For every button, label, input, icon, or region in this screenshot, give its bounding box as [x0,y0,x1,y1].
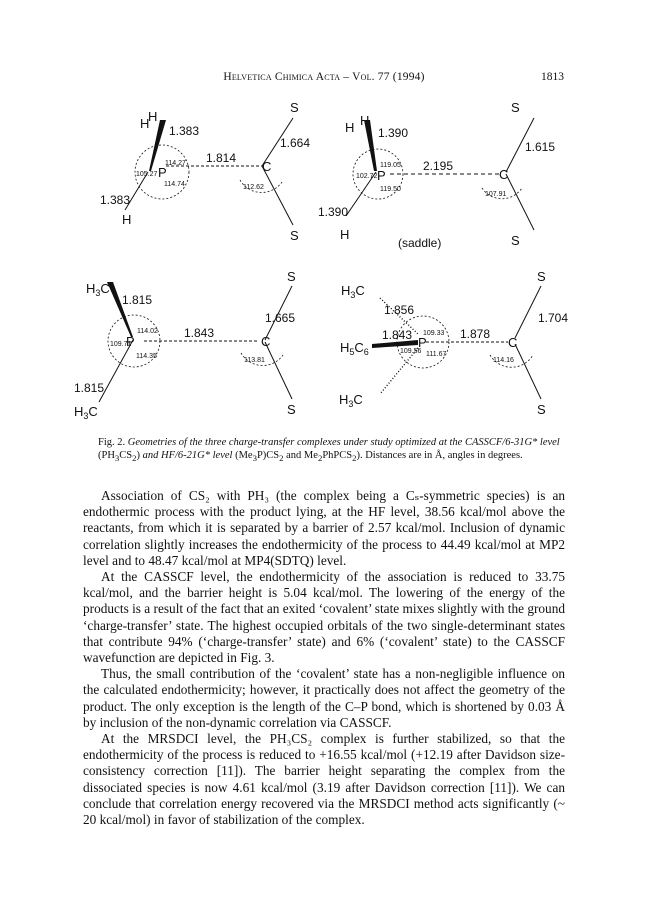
atom-c: C [499,167,509,182]
paragraph: Thus, the small contribution of the ‘covalent’ state has a non-negligible influence on the calculated endothermicity; however, it practically does not affect the geometry of the product. The only exception is the length of the C–P bond, which is shortened by 0.03 Å by inclusion of the non-dynamic correlation via CASSCF. [83,666,565,730]
journal-title: Helvetica Chimica Acta – Vol. 77 (1994) [223,71,425,83]
atom-h: H [122,212,132,227]
atom-s: S [537,402,546,417]
bond-length: 1.878 [460,327,491,341]
bond-length: 1.843 [382,328,413,342]
atom-h: H [340,227,350,242]
atom-s: S [511,233,520,248]
atom-h: $H_3C$ [74,404,98,421]
bond-length: 1.815 [74,381,105,395]
atom-s: S [287,402,296,417]
angle-value: 114.16 [493,357,514,364]
angle-value: 107.91 [485,191,507,198]
angle-value: 114.27 [165,160,186,167]
caption-text: Geometries of the three charge-transfer complexes under study optimized at the CASSCF/6-31G* level [127,437,560,448]
bond-length: 1.390 [378,126,409,140]
atom-h: H [360,113,370,128]
bond-c-s-lower [515,344,541,399]
angle-value: 111.67 [426,351,447,358]
atom-p: P [377,168,386,183]
atom-c: C [508,335,518,350]
atom-c: C [262,159,272,174]
atom-s: S [287,269,296,284]
page-number: 1813 [541,71,564,83]
caption-sub: 2 [317,453,323,464]
bond-length: 1.664 [280,136,311,150]
bond-length: 1.390 [318,205,349,219]
angle-value: 109.56 [400,348,422,355]
bond-length: 1.665 [265,311,296,325]
caption-sub: 2 [279,453,284,464]
running-head [0,71,648,85]
atom-h: H [148,109,158,124]
caption-text: and Me [283,450,318,461]
caption-sub: 2 [132,453,137,464]
atom-h: $H_5C_6$ [340,340,369,357]
bond-c-s-lower [262,166,293,225]
panel-saddle [318,100,555,250]
panel-me3pcs2 [74,269,296,421]
caption-text: (Me [232,450,253,461]
atom-s: S [290,228,299,243]
caption-sub: 2 [352,453,357,464]
bond-length: 1.615 [525,140,556,154]
figure-caption: Fig. 2. Geometries of the three charge-transfer complexes under study optimized at the CASSCF/6-31G* level $(PH_3CS_2)$ and HF/6-21G* level $(Me_3P)CS_2$ and $Me_2PhPCS_2$). Distances are in Å, angles in degrees. [98,437,560,464]
angle-value: 113.81 [244,357,265,364]
atom-p: P [126,334,135,349]
angle-value: 119.50 [380,186,401,193]
figure-2 [0,90,648,430]
caption-sub: 3 [252,453,257,464]
bond-length: 1.383 [169,124,200,138]
bond-p-c-lower [99,340,133,402]
bond-c-s-lower [265,342,292,399]
atom-h: $H_3C$ [86,281,110,298]
atom-p: P [158,165,167,180]
bond-length: 1.704 [538,311,569,325]
angle-value: 109.71 [110,341,132,348]
paragraph: At the MRSDCI level, the PH₃CS₂ complex is further stabilized, so that the endothermicity of the process is reduced to +16.55 kcal/mol (+12.19 after Davidson size-consistency correction [11]). The barrier height separating the complex from the dissociated species is now 4.61 kcal/mol (3.19 after Davidson correction [11]). We can conclude that correlation energy recovered via the MRSDCI method acts significantly (~ 20 kcal/mol) in favor of stabilization of the complex. [83,731,565,828]
caption-text: (PH [98,450,115,461]
bond-c-s-lower [506,174,534,230]
paragraph: At the CASSCF level, the endothermicity of the association is reduced to 33.75 kcal/mol, and the barrier height is 5.04 kcal/mol. The lowering of the energy of the products is a result of the fact that an exited ‘covalent’ state mixes slightly with the ground ‘charge-transfer’ state. The highest occupied orbitals of the two single-determinant states that contribute 94% (‘charge-transfer’ state) and 6% (‘covalent’ state) to the CASSCF wavefunction are depicted in Fig. 3. [83,569,566,666]
panel-ph3cs2 [100,100,310,243]
atom-s: S [511,100,520,115]
saddle-label: (saddle) [398,236,442,250]
angle-value: 114.02 [137,328,158,335]
atom-h: H [345,120,355,135]
atom-h: $H_3C$ [341,283,365,300]
angle-value: 112.62 [243,184,264,191]
atom-s: S [537,269,546,284]
wedge-bond [149,120,166,171]
bond-length: 1.815 [122,293,153,307]
angle-value: 102.72 [356,173,378,180]
atom-s: S [290,100,299,115]
caption-text: P)CS [256,450,280,461]
caption-text: CS [119,450,133,461]
caption-text: PhPCS [322,450,353,461]
angle-value: 105.27 [136,171,158,178]
body-text [83,488,565,828]
atom-c: C [261,334,271,349]
caption-text: ). Distances are in Å, angles in degrees. [356,450,523,461]
paragraph: Association of CS₂ with PH₃ (the complex being a Cₛ-symmetric species) is an endothermic process with the product lying, at the HF level, 38.56 kcal/mol above the reactants, from which it is separated by a barrier of 2.57 kcal/mol. Inclusion of dynamic correlation slightly increases the endothermicity of the process to 44.49 kcal/mol at MP2 level and to 48.47 kcal/mol at MP4(SDTQ) level. [83,488,565,568]
bond-length: 1.383 [100,193,131,207]
bond-length: 1.814 [206,151,237,165]
angle-value: 109.33 [423,330,445,337]
atom-h: $H_3C$ [339,392,363,409]
atom-p: P [418,335,427,350]
bond-length: 1.856 [384,303,415,317]
bond-length: 2.195 [423,159,454,173]
caption-label: Fig. 2. [98,437,126,448]
atom-h: H [140,116,150,131]
angle-value: 114.74 [164,181,185,188]
angle-value: 119.05 [380,162,401,169]
bond-length: 1.843 [184,326,215,340]
caption-sub: 3 [114,453,120,464]
caption-text: and HF/6-21G* level [140,450,233,461]
angle-value: 114.35 [136,353,157,360]
panel-me2phpcs2 [339,269,568,417]
